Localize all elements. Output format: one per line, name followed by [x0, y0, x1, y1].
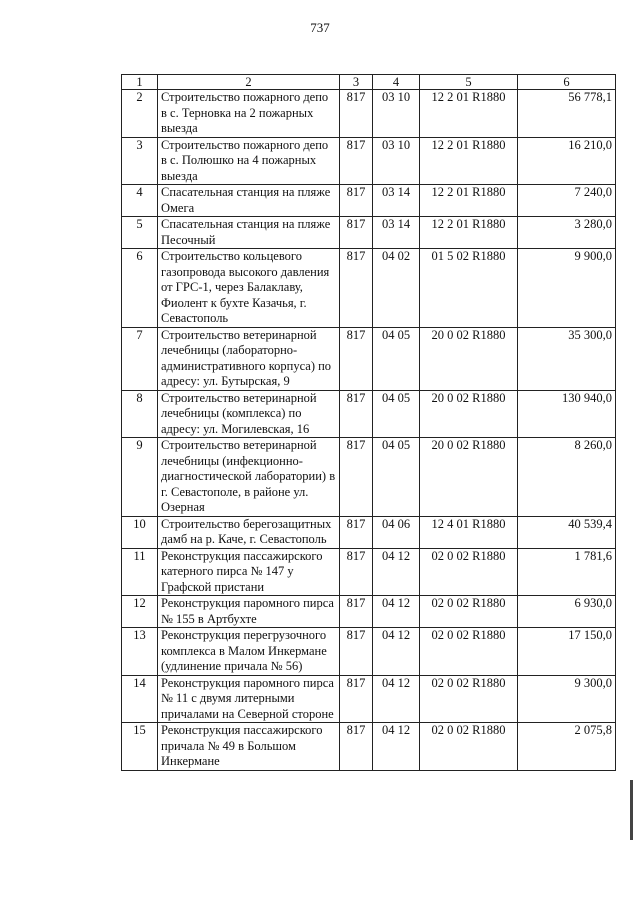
section-code-cell: 04 05 [373, 438, 420, 517]
ministry-code-cell: 817 [340, 628, 373, 676]
table-row [122, 249, 616, 328]
row-number-cell: 12 [122, 596, 158, 628]
amount-cell: 9 300,0 [518, 675, 616, 723]
row-number-cell: 3 [122, 137, 158, 185]
amount-cell: 1 781,6 [518, 548, 616, 596]
amount-cell: 7 240,0 [518, 185, 616, 217]
ministry-code-cell: 817 [340, 137, 373, 185]
header-row [122, 75, 616, 90]
section-code-cell: 04 06 [373, 516, 420, 548]
target-article-cell: 02 0 02 R1880 [420, 723, 518, 771]
ministry-code-cell: 817 [340, 675, 373, 723]
target-article-cell: 20 0 02 R1880 [420, 390, 518, 438]
section-code-cell: 03 14 [373, 185, 420, 217]
table-row [122, 217, 616, 249]
object-name-cell: Строительство ветеринарной лечебницы (лабораторно-административного корпуса) по адресу: ул. Бутырская, 9 [158, 327, 340, 390]
row-number-cell: 13 [122, 628, 158, 676]
target-article-cell: 20 0 02 R1880 [420, 438, 518, 517]
ministry-code-cell: 817 [340, 596, 373, 628]
scan-edge-mark [630, 780, 633, 840]
object-name-cell: Реконструкция паромного пирса № 11 с двумя литерными причалами на Северной стороне [158, 675, 340, 723]
row-number-cell: 5 [122, 217, 158, 249]
ministry-code-cell: 817 [340, 390, 373, 438]
amount-cell: 130 940,0 [518, 390, 616, 438]
section-code-cell: 04 12 [373, 548, 420, 596]
table-row [122, 723, 616, 771]
header-col-1: 1 [122, 75, 158, 90]
object-name-cell: Спасательная станция на пляже Омега [158, 185, 340, 217]
target-article-cell: 02 0 02 R1880 [420, 675, 518, 723]
object-name-cell: Реконструкция пассажирского причала № 49 в Большом Инкермане [158, 723, 340, 771]
row-number-cell: 6 [122, 249, 158, 328]
page-number: 737 [310, 20, 330, 35]
object-name-cell: Строительство пожарного депо в с. Терновка на 2 пожарных выезда [158, 90, 340, 138]
amount-cell: 8 260,0 [518, 438, 616, 517]
target-article-cell: 02 0 02 R1880 [420, 628, 518, 676]
amount-cell: 3 280,0 [518, 217, 616, 249]
ministry-code-cell: 817 [340, 90, 373, 138]
section-code-cell: 04 12 [373, 675, 420, 723]
table-header [122, 75, 616, 90]
amount-cell: 56 778,1 [518, 90, 616, 138]
amount-cell: 2 075,8 [518, 723, 616, 771]
object-name-cell: Строительство ветеринарной лечебницы (комплекса) по адресу: ул. Могилевская, 16 [158, 390, 340, 438]
section-code-cell: 03 10 [373, 137, 420, 185]
amount-cell: 17 150,0 [518, 628, 616, 676]
row-number-cell: 7 [122, 327, 158, 390]
object-name-cell: Строительство кольцевого газопровода высокого давления от ГРС-1, через Балаклаву, Фиолент к бухте Казачья, г. Севастополь [158, 249, 340, 328]
section-code-cell: 04 12 [373, 723, 420, 771]
ministry-code-cell: 817 [340, 516, 373, 548]
budget-table [121, 74, 616, 771]
header-col-6: 6 [518, 75, 616, 90]
ministry-code-cell: 817 [340, 548, 373, 596]
row-number-cell: 10 [122, 516, 158, 548]
header-col-5: 5 [420, 75, 518, 90]
object-name-cell: Строительство пожарного депо в с. Полюшко на 4 пожарных выезда [158, 137, 340, 185]
ministry-code-cell: 817 [340, 327, 373, 390]
target-article-cell: 12 2 01 R1880 [420, 137, 518, 185]
table-row [122, 596, 616, 628]
table-row [122, 185, 616, 217]
row-number-cell: 4 [122, 185, 158, 217]
section-code-cell: 03 14 [373, 217, 420, 249]
table-row [122, 327, 616, 390]
target-article-cell: 20 0 02 R1880 [420, 327, 518, 390]
object-name-cell: Реконструкция пассажирского катерного пирса № 147 у Графской пристани [158, 548, 340, 596]
table-row [122, 516, 616, 548]
target-article-cell: 12 2 01 R1880 [420, 217, 518, 249]
amount-cell: 6 930,0 [518, 596, 616, 628]
ministry-code-cell: 817 [340, 217, 373, 249]
table-row [122, 137, 616, 185]
target-article-cell: 12 2 01 R1880 [420, 90, 518, 138]
object-name-cell: Строительство берегозащитных дамб на р. Каче, г. Севастополь [158, 516, 340, 548]
row-number-cell: 15 [122, 723, 158, 771]
table-row [122, 675, 616, 723]
object-name-cell: Спасательная станция на пляже Песочный [158, 217, 340, 249]
table-body [122, 90, 616, 771]
table-row [122, 90, 616, 138]
table-row [122, 628, 616, 676]
target-article-cell: 02 0 02 R1880 [420, 548, 518, 596]
amount-cell: 35 300,0 [518, 327, 616, 390]
header-col-3: 3 [340, 75, 373, 90]
section-code-cell: 04 12 [373, 596, 420, 628]
table-row [122, 438, 616, 517]
row-number-cell: 2 [122, 90, 158, 138]
target-article-cell: 12 4 01 R1880 [420, 516, 518, 548]
amount-cell: 40 539,4 [518, 516, 616, 548]
ministry-code-cell: 817 [340, 438, 373, 517]
object-name-cell: Строительство ветеринарной лечебницы (инфекционно-диагностической лаборатории) в г. Севастополе, в районе ул. Озерная [158, 438, 340, 517]
ministry-code-cell: 817 [340, 249, 373, 328]
row-number-cell: 8 [122, 390, 158, 438]
object-name-cell: Реконструкция перегрузочного комплекса в Малом Инкермане (удлинение причала № 56) [158, 628, 340, 676]
amount-cell: 9 900,0 [518, 249, 616, 328]
target-article-cell: 01 5 02 R1880 [420, 249, 518, 328]
ministry-code-cell: 817 [340, 185, 373, 217]
table-row [122, 548, 616, 596]
row-number-cell: 14 [122, 675, 158, 723]
table-row [122, 390, 616, 438]
section-code-cell: 04 05 [373, 327, 420, 390]
section-code-cell: 04 05 [373, 390, 420, 438]
header-col-2: 2 [158, 75, 340, 90]
row-number-cell: 11 [122, 548, 158, 596]
section-code-cell: 04 02 [373, 249, 420, 328]
section-code-cell: 04 12 [373, 628, 420, 676]
header-col-4: 4 [373, 75, 420, 90]
target-article-cell: 02 0 02 R1880 [420, 596, 518, 628]
section-code-cell: 03 10 [373, 90, 420, 138]
amount-cell: 16 210,0 [518, 137, 616, 185]
ministry-code-cell: 817 [340, 723, 373, 771]
object-name-cell: Реконструкция паромного пирса № 155 в Артбухте [158, 596, 340, 628]
target-article-cell: 12 2 01 R1880 [420, 185, 518, 217]
row-number-cell: 9 [122, 438, 158, 517]
